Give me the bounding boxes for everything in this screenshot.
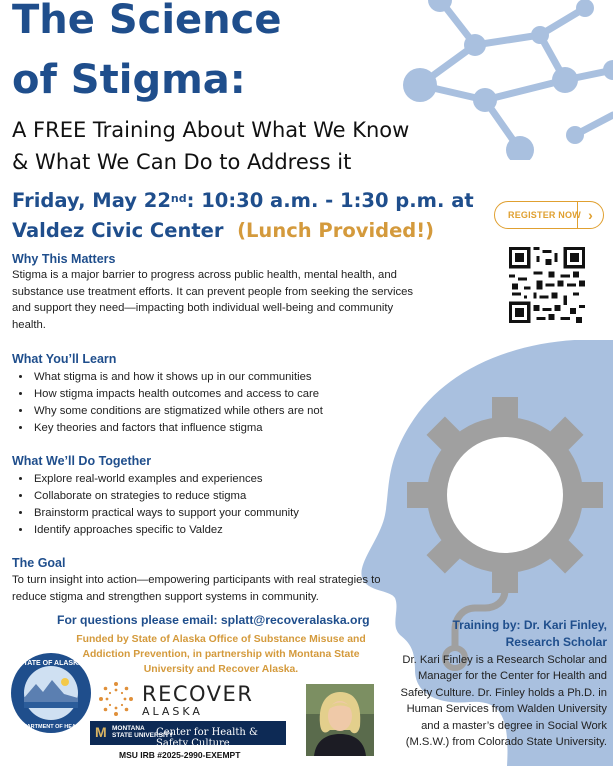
list-item: • Brainstorm practical ways to support your community (32, 505, 299, 522)
funding-line: University and Recover Alaska. (143, 664, 299, 675)
msu-center-name: Center for Health & Safety Culture (156, 727, 258, 749)
event-time: : 10:30 a.m. - 1:30 p.m. at (186, 189, 474, 212)
why-line: and support they need—impacting both individual well-being and community (12, 302, 394, 314)
trainer-heading (453, 617, 607, 651)
event-venue: Valdez Civic Center (12, 219, 224, 242)
goal-line: reduce stigma and strengthen support systems in community. (12, 590, 319, 603)
seal-text-top: STATE OF ALASKA (18, 660, 84, 667)
msu-name-1: MONTANA (112, 725, 145, 732)
trainer-name: Training by: Dr. Kari Finley, (452, 618, 607, 632)
event-date-time (12, 186, 474, 246)
event-date: Friday, May 22 (12, 189, 171, 212)
molecule-network-graphic (380, 0, 613, 160)
state-of-alaska-seal-logo (10, 652, 92, 734)
together-heading: What We’ll Do Together (12, 454, 152, 468)
trainer-bio (377, 652, 607, 750)
funding-line: Addiction Prevention, in partnership with Montana State (82, 649, 360, 660)
recover-alaska-logo (142, 682, 253, 718)
bio-line: and a master’s degree in Social Work (421, 719, 607, 732)
alaska-word: ALASKA (142, 705, 203, 718)
msu-center-logo (90, 721, 286, 749)
list-item: • Explore real-world examples and experiences (32, 471, 299, 488)
list-item: • Key theories and factors that influence stigma (32, 420, 323, 437)
page-title-line-1: The Science (12, 0, 282, 43)
list-item: • What stigma is and how it shows up in our communities (32, 369, 323, 386)
msu-name-2: STATE UNIVERSITY (112, 732, 174, 739)
bio-line: Dr. Kari Finley is a Research Scholar and (402, 654, 607, 666)
recover-word: RECOVER (142, 682, 254, 706)
bio-line: Safety Culture. Dr. Finley holds a Ph.D. in (400, 686, 607, 699)
msu-mark: M (95, 724, 107, 740)
page-title-line-2: of Stigma: (12, 57, 246, 103)
goal-line: To turn insight into action—empowering participants with real strategies to (12, 574, 381, 586)
register-now-label: REGISTER NOW (508, 210, 581, 220)
why-line: health. (12, 318, 46, 331)
list-item: • Collaborate on strategies to reduce stigma (32, 488, 299, 505)
learn-list (12, 369, 323, 437)
why-line: Stigma is a major barrier to progress across public health, mental health, and (12, 269, 397, 281)
bio-line: Manager for the Center for Health and (417, 670, 607, 683)
why-paragraph (12, 267, 413, 333)
seal-text-bottom: DEPARTMENT OF HEALTH (15, 724, 87, 730)
subtitle-line-1: A FREE Training About What We Know (12, 118, 410, 142)
recover-alaska-burst-icon (96, 679, 136, 719)
chevron-right-icon: › (577, 201, 603, 229)
lunch-note: (Lunch Provided!) (237, 219, 435, 242)
learn-heading: What You’ll Learn (12, 352, 117, 366)
list-item: • How stigma impacts health outcomes and access to care (32, 386, 323, 403)
why-line: substance use treatment efforts. It can prevent people from seeking the services (12, 285, 414, 298)
list-item: • Identify approaches specific to Valdez (32, 522, 299, 539)
goal-heading: The Goal (12, 556, 66, 570)
register-now-button[interactable] (494, 201, 604, 229)
why-heading: Why This Matters (12, 252, 116, 266)
goal-paragraph (12, 572, 381, 605)
subtitle-line-2: & What We Can Do to Address it (12, 150, 352, 174)
funding-line: Funded by State of Alaska Office of Substance Misuse and (76, 634, 366, 645)
trainer-photo (306, 684, 374, 756)
list-item: • Why some conditions are stigmatized while others are not (32, 403, 323, 420)
bio-line: Human Services from Walden University (406, 703, 607, 716)
irb-number: MSU IRB #2025-2990-EXEMPT (119, 750, 241, 760)
contact-email[interactable]: For questions please email: splatt@recoveralaska.org (57, 613, 370, 627)
date-suffix: nd (170, 192, 187, 205)
bio-line: (M.S.W.) from Colorado State University. (405, 736, 607, 749)
trainer-role: Research Scholar (505, 635, 607, 649)
funding-statement (66, 632, 376, 677)
together-list (12, 471, 299, 539)
qr-code[interactable] (509, 247, 585, 323)
